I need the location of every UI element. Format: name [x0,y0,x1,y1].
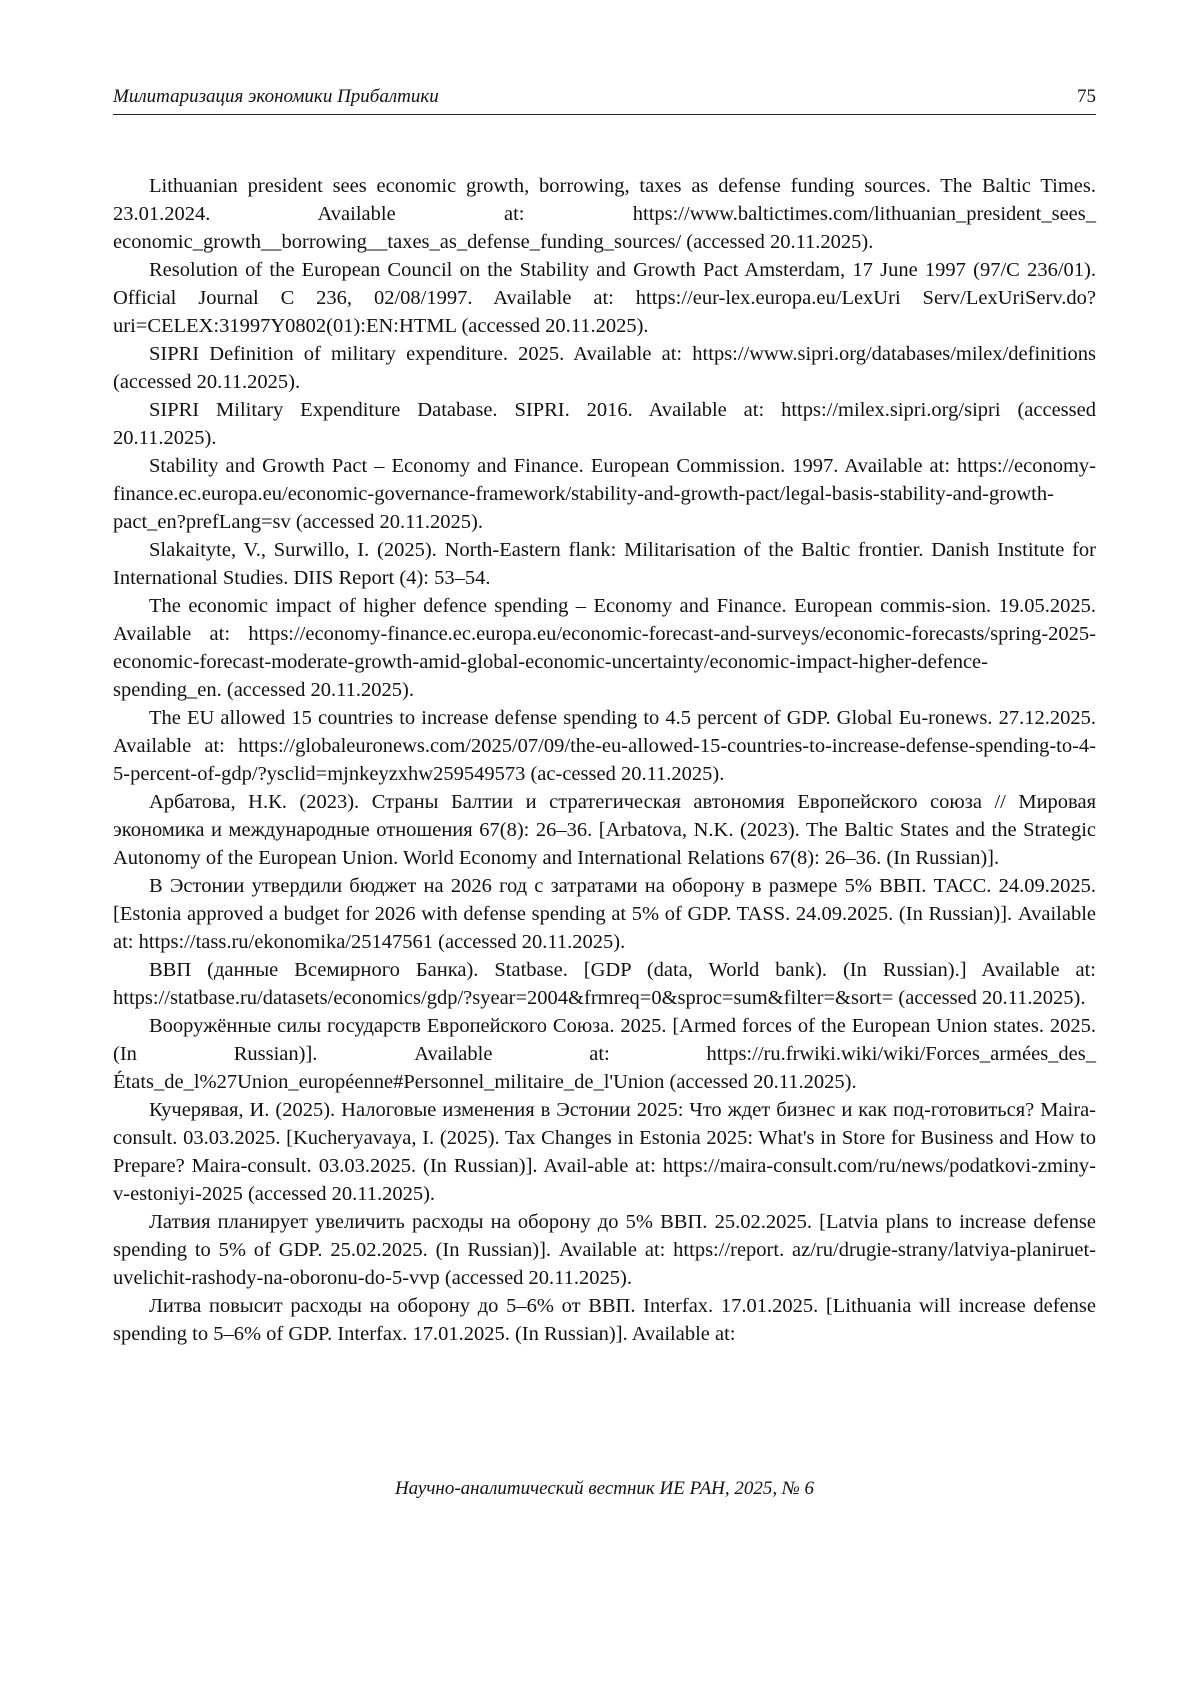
reference-entry: The economic impact of higher defence spending – Economy and Finance. European commis-sion. 19.05.2025. Available at: https://economy-finance.ec.europa.eu/economic-forecast-and-surveys/economic-forecasts/spring-2025-economic-forecast-moderate-growth-amid-global-economic-uncertainty/economic-impact-higher-defence-spending_en. (accessed 20.11.2025). [113,595,1096,701]
reference-entry: Литва повысит расходы на оборону до 5–6% от ВВП. Interfax. 17.01.2025. [Lithuania will increase defense spending to 5–6% of GDP. Interfax. 17.01.2025. (In Russian)]. Available at: [113,1295,1096,1345]
page-number: 75 [1077,86,1096,107]
reference-entry: SIPRI Definition of military expenditure. 2025. Available at: https://www.sipri.org/databases/milex/definitions (accessed 20.11.2025). [113,343,1096,393]
running-header [113,84,1096,115]
header-title: Милитаризация экономики Прибалтики [113,86,439,107]
reference-entry: Stability and Growth Pact – Economy and Finance. European Commission. 1997. Available at: https://economy-finance.ec.europa.eu/economic-governance-framework/stability-and-growth-pact/legal-basis-stability-and-growth-pact_en?prefLang=sv (accessed 20.11.2025). [113,455,1096,533]
reference-entry: ВВП (данные Всемирного Банка). Statbase. [GDP (data, World bank). (In Russian).] Available at: https://statbase.ru/datasets/economics/gdp/?syear=2004&frmreq=0&sproc=sum&filter=&sort= (accessed 20.11.2025). [113,959,1096,1009]
reference-entry: Латвия планирует увеличить расходы на оборону до 5% ВВП. 25.02.2025. [Latvia plans to increase defense spending to 5% of GDP. 25.02.2025. (In Russian)]. Available at: https://report. az/ru/drugie-strany/latviya-planiruet-uvelichit-rashody-na-oboronu-do-5-vvp (accessed 20.11.2025). [113,1211,1096,1289]
reference-entry: Кучерявая, И. (2025). Налоговые изменения в Эстонии 2025: Что ждет бизнес и как под-готовиться? Maira-consult. 03.03.2025. [Kucheryavaya, I. (2025). Tax Changes in Estonia 2025: What's in Store for Business and How to Prepare? Maira-consult. 03.03.2025. (In Russian)]. Avail-able at: https://maira-consult.com/ru/news/podatkovi-zminy-v-estoniyi-2025 (accessed 20.11.2025). [113,1099,1096,1205]
reference-entry: В Эстонии утвердили бюджет на 2026 год с затратами на оборону в размере 5% ВВП. ТАСС. 24.09.2025. [Estonia approved a budget for 2026 with defense spending at 5% of GDP. TASS. 24.09.2025. (In Russian)]. Available at: https://tass.ru/ekonomika/25147561 (accessed 20.11.2025). [113,875,1096,953]
reference-entry: Resolution of the European Council on the Stability and Growth Pact Amsterdam, 17 June 1997 (97/C 236/01). Official Journal C 236, 02/08/1997. Available at: https://eur-lex.europa.eu/LexUri Serv/LexUriServ.do?uri=CELEX:31997Y0802(01):EN:HTML (accessed 20.11.2025). [113,259,1096,337]
reference-entry: Slakaityte, V., Surwillo, I. (2025). North-Eastern flank: Militarisation of the Baltic frontier. Danish Institute for International Studies. DIIS Report (4): 53–54. [113,539,1096,589]
reference-entry: SIPRI Military Expenditure Database. SIPRI. 2016. Available at: https://milex.sipri.org/sipri (accessed 20.11.2025). [113,399,1096,449]
reference-entry: Арбатова, Н.К. (2023). Страны Балтии и стратегическая автономия Европейского союза // Мировая экономика и международные отношения 67(8): 26–36. [Arbatova, N.K. (2023). The Baltic States and the Strategic Autonomy of the European Union. World Economy and International Relations 67(8): 26–36. (In Russian)]. [113,791,1096,869]
reference-entry: Lithuanian president sees economic growth, borrowing, taxes as defense funding sources. The Baltic Times. 23.01.2024. Available at: https://www.baltictimes.com/lithuanian_president_sees_ economic_growth__borrowing__taxes_as_defense_funding_sources/ (accessed 20.11.2025). [113,175,1096,253]
reference-entry: The EU allowed 15 countries to increase defense spending to 4.5 percent of GDP. Global Eu-ronews. 27.12.2025. Available at: https://globaleuronews.com/2025/07/09/the-eu-allowed-15-countries-to-increase-defense-spending-to-4-5-percent-of-gdp/?ysclid=mjnkeyzxhw259549573 (ac-cessed 20.11.2025). [113,707,1096,785]
reference-entry: Вооружённые силы государств Европейского Союза. 2025. [Armed forces of the European Union states. 2025. (In Russian)]. Available at: https://ru.frwiki.wiki/wiki/Forces_armées_des_ États_de_l%27Union_européenne#Personnel_militaire_de_l'Union (accessed 20.11.2025). [113,1015,1096,1093]
running-footer: Научно-аналитический вестник ИЕ РАН, 2025, № 6 [394,1478,815,1499]
reference-list [113,172,1096,1348]
